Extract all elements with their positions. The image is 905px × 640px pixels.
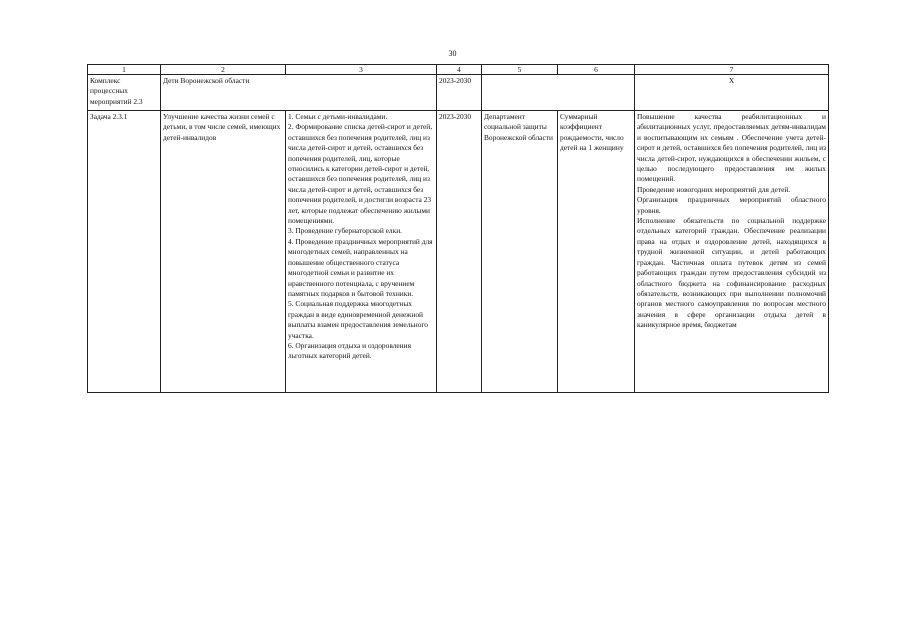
measure-item: 3. Проведение губернаторской елки. [288, 226, 403, 236]
task-description-cell [161, 111, 286, 393]
complex-period: 2023-2030 [439, 76, 472, 85]
task-responsible: Департамент социальной защиты Воронежской области [484, 112, 553, 142]
complex-name: Комплекс процессных мероприятий 2.3 [90, 76, 143, 106]
complex-row [88, 75, 829, 111]
complex-empty-cell [482, 75, 635, 111]
measure-item: 4. Проведение праздничных мероприятий для многодетных семей, направленных на повышение общественного статуса многодетной семьи и развитие их нравственного потенциала, с вручением памятных подарков и бытовой техники. [288, 236, 433, 298]
column-number: 3 [286, 65, 437, 75]
complex-marker: X [728, 76, 735, 85]
measure-item: 1. Семьи с детьми-инвалидами. [288, 112, 388, 121]
result-item: Организация праздничных мероприятий областного уровня. [637, 195, 826, 215]
task-results-cell [635, 111, 829, 393]
task-row [88, 111, 829, 393]
task-period-cell [437, 111, 482, 393]
complex-period-cell [437, 75, 482, 111]
column-number: 2 [161, 65, 286, 75]
measure-item: 2. Формирование списка детей-сирот и детей, оставшихся без попечения родителей, лиц из числа детей-сирот и детей, оставшихся без попечения родителей, лиц, которые относились к категории детей-сирот и детей, оставшихся без попечения родителей, лиц из числа детей-сирот и детей, оставшихся без попечения родителей, и достигли возраста 23 лет, которые подлежат обеспечению жилыми помещениями. [288, 122, 433, 226]
task-indicator-cell [558, 111, 635, 393]
task-period: 2023-2030 [439, 112, 472, 121]
task-name-cell [88, 111, 161, 393]
column-number: 5 [482, 65, 558, 75]
program-table [87, 64, 829, 393]
measure-item: 6. Организация отдыха и оздоровления льготных категорий детей. [288, 340, 411, 361]
complex-marker-cell [635, 75, 829, 111]
measure-item: 5. Социальная поддержка многодетных граждан в виде единовременной денежной выплаты взамен предоставления земельного участка. [288, 299, 428, 340]
result-item: Исполнение обязательств по социальной поддержке отдельных категорий граждан. Обеспечение реализации права на отдых и оздоровление детей, находящихся в трудной жизненной ситуации, и детей работающих граждан. Частичная оплата путевок детям из семей работающих граждан путем предоставления субсидий из областного бюджета на софинансирование расходных обязательств, возникающих при выполнении полномочий органов местного самоуправления по вопросам местного значения в сфере организации отдыха детей в каникулярное время, бюджетам [637, 216, 826, 330]
complex-title: Дети Воронежской области [163, 76, 250, 85]
result-item: Проведение новогодних мероприятий для детей. [637, 184, 791, 194]
task-responsible-cell [482, 111, 558, 393]
column-number: 7 [635, 65, 829, 75]
complex-name-cell [88, 75, 161, 111]
task-measures-cell [286, 111, 437, 393]
column-number: 4 [437, 65, 482, 75]
task-indicator: Суммарный коэффициент рождаемости, число детей на 1 женщину [560, 112, 624, 153]
column-number: 6 [558, 65, 635, 75]
task-description: Улучшение качества жизни семей с детьми, в том числе семей, имеющих детей-инвалидов [163, 112, 281, 142]
result-item: Повышение качества реабилитационных и абилитационных услуг, предоставляемых детям-инвалидам и воспитывающим их семьям . Обеспечение учета детей-сирот и детей, оставшихся без попечения родителей, лиц из числа детей-сирот, нуждающихся в обеспечении жильем, с целью последующего предоставления им жилых помещений. [637, 112, 826, 184]
complex-title-cell [161, 75, 437, 111]
page-number: 30 [448, 49, 457, 58]
column-number: 1 [88, 65, 161, 75]
task-name: Задача 2.3.1 [90, 112, 128, 121]
column-number-row [88, 65, 829, 75]
